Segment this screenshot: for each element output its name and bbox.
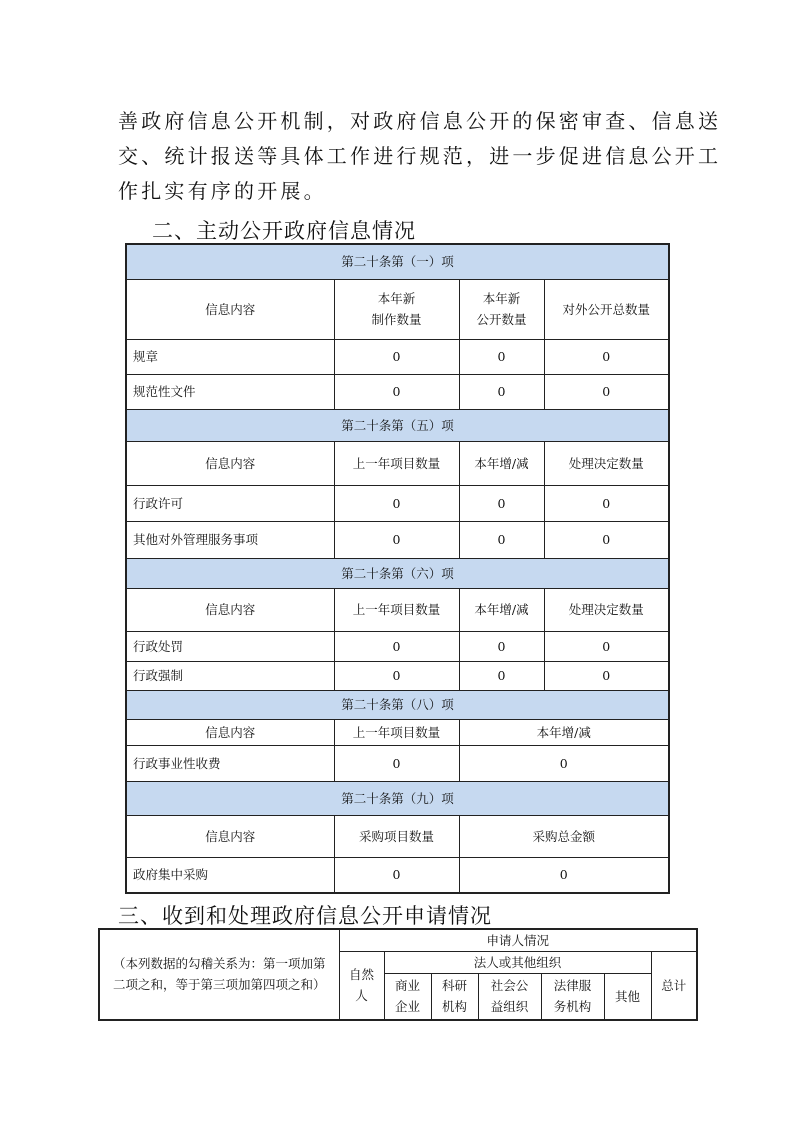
col-header: 法律服 务机构 [541, 974, 604, 1020]
section-title: 第二十条第（九）项 [126, 781, 669, 815]
paragraph-line: 作扎实有序的开展。 [118, 179, 327, 203]
table-row: 行政处罚 0 0 0 [126, 631, 669, 661]
table-row: 规章 0 0 0 [126, 339, 669, 374]
paragraph-line: 交、统计报送等具体工作进行规范，进一步促进信息公开工 [118, 144, 722, 168]
table-row: 行政事业性收费 0 0 [126, 745, 669, 781]
col-header: 对外公开总数量 [544, 279, 669, 339]
section-title: 第二十条第（一）项 [126, 244, 669, 279]
consistency-note: （本列数据的勾稽关系为：第一项加第 二项之和，等于第三项加第四项之和） [99, 929, 339, 1020]
application-table [98, 928, 698, 1021]
col-header: 科研 机构 [431, 974, 478, 1020]
col-header: 本年新 公开数量 [459, 279, 544, 339]
section-title: 第二十条第（六）项 [126, 558, 669, 588]
table-row: 政府集中采购 0 0 [126, 857, 669, 893]
col-header: 信息内容 [126, 279, 334, 339]
table-row: 其他对外管理服务事项 0 0 0 [126, 521, 669, 558]
section-heading-2: 二、主动公开政府信息情况 [152, 219, 416, 243]
proactive-disclosure-table [125, 243, 670, 894]
total-header: 总计 [651, 952, 697, 1020]
header-row: 信息内容 上一年项目数量 本年增/减 处理决定数量 [126, 441, 669, 485]
col-header: 社会公 益组织 [478, 974, 541, 1020]
section-title: 第二十条第（八）项 [126, 690, 669, 719]
header-row: 信息内容 采购项目数量 采购总金额 [126, 815, 669, 857]
col-header: 商业 企业 [384, 974, 431, 1020]
body-paragraph [118, 104, 722, 209]
col-header: 本年新 制作数量 [334, 279, 459, 339]
header-row: 信息内容 上一年项目数量 本年增/减 处理决定数量 [126, 588, 669, 631]
paragraph-line: 善政府信息公开机制，对政府信息公开的保密审查、信息送 [118, 109, 722, 133]
applicant-header: 申请人情况 [339, 929, 697, 952]
natural-person-header: 自然 人 [339, 952, 384, 1020]
table-row: 行政许可 0 0 0 [126, 485, 669, 521]
table-row: 规范性文件 0 0 0 [126, 374, 669, 409]
table-row: 行政强制 0 0 0 [126, 661, 669, 690]
header-row: 信息内容 上一年项目数量 本年增/减 [126, 719, 669, 745]
section-title: 第二十条第（五）项 [126, 409, 669, 441]
col-header: 其他 [604, 974, 651, 1020]
legal-entity-header: 法人或其他组织 [384, 952, 651, 974]
section-heading-3: 三、收到和处理政府信息公开申请情况 [118, 904, 492, 928]
